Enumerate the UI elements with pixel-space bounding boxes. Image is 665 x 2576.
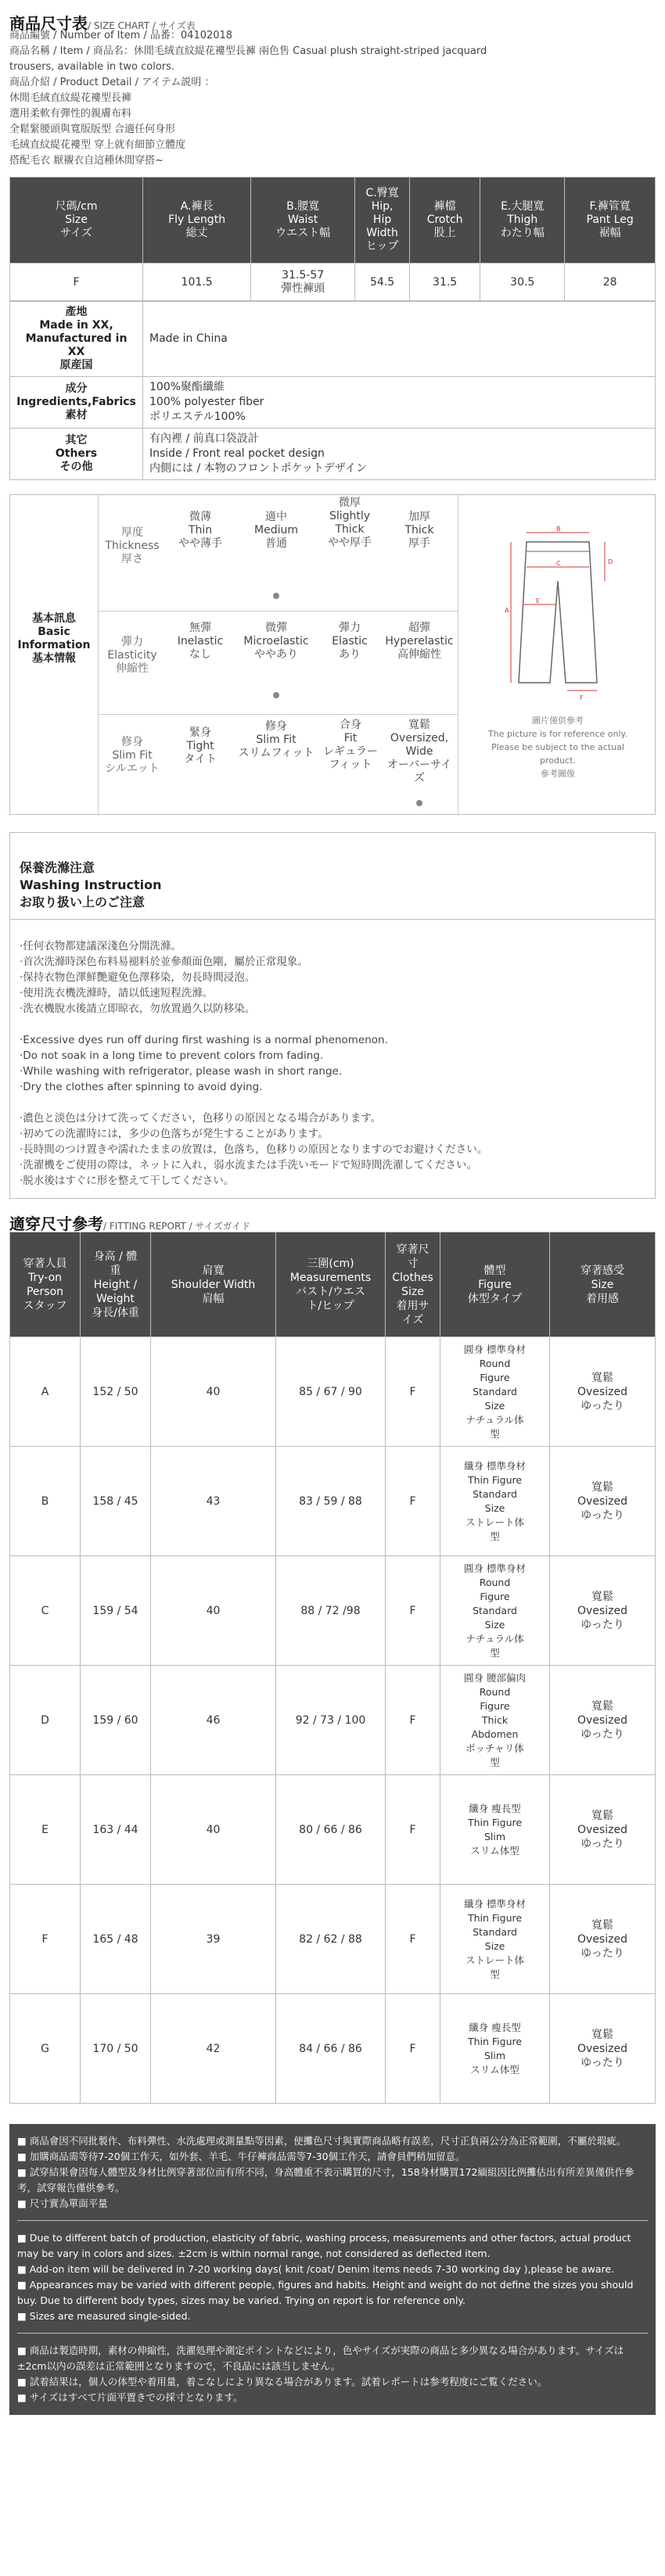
fit-cell: 80 / 66 / 86 bbox=[276, 1775, 386, 1885]
fit-header-shoulder: 肩寬 Shoulder Width 肩幅 bbox=[151, 1232, 276, 1337]
product-info-line: trousers, available in two colors. bbox=[9, 61, 175, 73]
washing-line: ‧任何衣物都建議深淺色分開洗滌。 bbox=[20, 940, 182, 953]
washing-line: ‧Dry the clothes after spinning to avoid dying. bbox=[20, 1081, 263, 1093]
fitting-title: 適穿尺寸參考 bbox=[9, 1214, 103, 1233]
note-line: ■ Appearances may be varied with different people, figures and habits. Height and weight do not define the sizes you should buy. Due to different body types, sizes may be varied. Trying on report is for reference only. bbox=[17, 2279, 634, 2306]
svg-text:D: D bbox=[608, 558, 613, 565]
basic-info-panel bbox=[9, 494, 656, 815]
svg-text:A: A bbox=[505, 607, 509, 614]
size-cell: 31.5-57 彈性褲頭 bbox=[251, 264, 355, 301]
svg-text:C: C bbox=[556, 560, 561, 567]
fit-cell: F bbox=[10, 1885, 81, 1994]
product-info-line: 搭配毛衣 厭襯衣自這種休閒穿搭~ bbox=[9, 155, 164, 167]
svg-text:B: B bbox=[556, 526, 561, 533]
fit-cell: 88 / 72 /98 bbox=[276, 1556, 386, 1666]
fit-cell: 92 / 73 / 100 bbox=[276, 1666, 386, 1775]
fit-label: 修身 Slim Fit シルエット bbox=[105, 736, 160, 775]
fit-header-height: 身高 / 體 重 Height / Weight 身長/体重 bbox=[81, 1232, 151, 1337]
fit-cell: 85 / 67 / 90 bbox=[276, 1337, 386, 1447]
washing-line: ‧洗濯機をご使用の際は，ネットに入れ，弱水流または手洗いモードで短時間洗濯してください。 bbox=[20, 1159, 478, 1171]
thickness-option: 微厚 Slightly Thick やや厚手 bbox=[328, 497, 372, 549]
size-header-thigh: E.大腿寬 Thigh わたり幅 bbox=[480, 178, 565, 264]
washing-line: ‧Excessive dyes run off during first washing is a normal phenomenon. bbox=[20, 1034, 388, 1046]
origin-value: Made in China bbox=[143, 302, 656, 377]
product-info-line: 全鬆緊腰頭與寬版版型 合適任何身形 bbox=[9, 124, 176, 135]
washing-line: ‧長時間のつけ置きや濡れたままの放置は，色落ち，色移りの原因となりますのでお避けください。 bbox=[20, 1143, 488, 1156]
fit-cell: G bbox=[10, 1994, 81, 2104]
thickness-option: 加厚 Thick 厚手 bbox=[404, 511, 434, 550]
note-line: ■ サイズはすべて片面平置きでの採寸となります。 bbox=[17, 2391, 243, 2403]
fit-cell: 165 / 48 bbox=[81, 1885, 151, 1994]
fit-cell: 寬鬆 Ovesized ゆったり bbox=[550, 1447, 656, 1556]
trouser-diagram-icon bbox=[480, 526, 636, 706]
fit-cell: 纖身 標準身材 Thin Figure Standard Size ストレート体 型 bbox=[440, 1447, 550, 1556]
note-line: ■ Due to different batch of production, elasticity of fabric, washing process, measurements and other factors, actual product may be vary in colors and sizes. ±2cm is within normal range, not considered as deflected item. bbox=[17, 2232, 631, 2259]
fabric-value: 100%聚酯纖維 100% polyester fiber ポリエステル100% bbox=[143, 377, 656, 429]
product-info-line: 毛絨直紋緹花褸型 穿上就有細節立體度 bbox=[9, 139, 186, 151]
elasticity-option: 彈力 Elastic あり bbox=[332, 622, 368, 661]
fit-cell: 寬鬆 Ovesized ゆったり bbox=[550, 1337, 656, 1447]
washing-title: 保養洗滌注意 Washing Instruction お取り扱い上のご注意 bbox=[10, 833, 655, 920]
fit-cell: 43 bbox=[151, 1447, 276, 1556]
fit-header-person: 穿著人員 Try-on Person スタッフ bbox=[10, 1232, 81, 1337]
fit-cell: 40 bbox=[151, 1775, 276, 1885]
product-info-line: 商品編號 / Number of Item / 品番：04102018 bbox=[9, 30, 233, 41]
table-row bbox=[10, 264, 656, 301]
note-line: ■ 尺寸實為單面平量 bbox=[17, 2197, 108, 2209]
svg-text:E: E bbox=[536, 597, 541, 605]
thickness-selected-dot bbox=[273, 593, 279, 599]
fit-option: 合身 Fit レギュラーフィット bbox=[323, 719, 378, 771]
fit-cell: 84 / 66 / 86 bbox=[276, 1994, 386, 2104]
washing-body bbox=[10, 920, 655, 1198]
elasticity-label: 彈力 Elasticity 伸縮性 bbox=[107, 636, 157, 675]
elasticity-selected-dot bbox=[273, 692, 279, 698]
fit-cell: 纖身 瘦長型 Thin Figure Slim スリム体型 bbox=[440, 1775, 550, 1885]
elasticity-option: 超彈 Hyperelastic 高伸縮性 bbox=[385, 622, 454, 661]
fit-cell: 纖身 標準身材 Thin Figure Standard Size ストレート体 型 bbox=[440, 1885, 550, 1994]
fit-cell: 159 / 54 bbox=[81, 1556, 151, 1666]
note-line: ■ 商品は製造時期，素材の伸縮性，洗濯処理や測定ポイントなどにより，色やサイズが実際の商品と多少異なる場合があります。サイズは±2cm以内の誤差は正常範囲となりますので，不良品には該当しません。 bbox=[17, 2345, 624, 2372]
fit-cell: 46 bbox=[151, 1666, 276, 1775]
fit-header-feel: 穿著感受 Size 着用感 bbox=[550, 1232, 656, 1337]
size-cell: 54.5 bbox=[355, 264, 410, 301]
washing-line: ‧使用洗衣機洗滌時，請以低速短程洗滌。 bbox=[20, 987, 214, 999]
fit-cell: 40 bbox=[151, 1556, 276, 1666]
thickness-option: 微薄 Thin やや薄手 bbox=[178, 511, 222, 550]
fit-cell: 170 / 50 bbox=[81, 1994, 151, 2104]
washing-line: ‧Do not soak in a long time to prevent colors from fading. bbox=[20, 1049, 324, 1062]
size-chart-subtitle: / SIZE CHART / サイズ表 bbox=[88, 20, 196, 31]
fit-cell: A bbox=[10, 1337, 81, 1447]
note-line: ■ 加購商品需等待7-20個工作天，如外套、羊毛、牛仔褲商品需等7-30個工作天，請會員們稍加留意。 bbox=[17, 2151, 466, 2162]
size-chart-title: 商品尺寸表 bbox=[9, 14, 88, 33]
svg-text:F: F bbox=[580, 694, 584, 701]
fit-cell: 40 bbox=[151, 1337, 276, 1447]
washing-line: ‧洗衣機脫水後請立即晾衣，勿放置過久以防移染。 bbox=[20, 1003, 256, 1015]
fit-cell: B bbox=[10, 1447, 81, 1556]
size-header-hip: C.臀寬 Hip, Hip Width ヒップ bbox=[355, 178, 410, 264]
thickness-label: 厚度 Thickness 厚さ bbox=[105, 526, 160, 565]
fit-cell: 圓身 標準身材 Round Figure Standard Size ナチュラル体 型 bbox=[440, 1556, 550, 1666]
washing-line: ‧濃色と淡色は分けて洗ってください，色移りの原因となる場合があります。 bbox=[20, 1112, 382, 1125]
size-chart-header bbox=[9, 0, 656, 33]
fit-cell: 83 / 59 / 88 bbox=[276, 1447, 386, 1556]
fit-cell: E bbox=[10, 1775, 81, 1885]
origin-label: 產地 Made in XX, Manufactured in XX 原産国 bbox=[10, 302, 143, 377]
product-info-line: 商品介紹 / Product Detail / アイテム説明 ： bbox=[9, 77, 215, 88]
size-table bbox=[9, 177, 656, 301]
fabric-label: 成分 Ingredients,Fabrics 素材 bbox=[10, 377, 143, 429]
size-cell: 31.5 bbox=[410, 264, 480, 301]
fit-cell: F bbox=[386, 1994, 440, 2104]
fit-header-figure: 體型 Figure 体型タイプ bbox=[440, 1232, 550, 1337]
fit-option: 修身 Slim Fit スリムフィット bbox=[238, 720, 315, 759]
fit-cell: 158 / 45 bbox=[81, 1447, 151, 1556]
fitting-table bbox=[9, 1232, 656, 2104]
fit-cell: 寬鬆 Ovesized ゆったり bbox=[550, 1994, 656, 2104]
size-header-length: A.褲長 Fly Length 総丈 bbox=[143, 178, 251, 264]
table-row bbox=[10, 1775, 656, 1885]
fit-cell: F bbox=[386, 1556, 440, 1666]
washing-line: ‧保持衣物色澤鮮艷避免色澤移染，勿長時間浸泡。 bbox=[20, 971, 256, 984]
fit-cell: 寬鬆 Ovesized ゆったり bbox=[550, 1556, 656, 1666]
elasticity-option: 無彈 Inelastic なし bbox=[177, 622, 224, 661]
fit-cell: F bbox=[386, 1885, 440, 1994]
size-header-leg: F.褲管寬 Pant Leg 裾幅 bbox=[565, 178, 656, 264]
product-info bbox=[9, 28, 656, 169]
notes-panel bbox=[9, 2124, 656, 2415]
table-row bbox=[10, 1994, 656, 2104]
size-cell: F bbox=[10, 264, 143, 301]
washing-line: ‧While washing with refrigerator, please wash in short range. bbox=[20, 1065, 343, 1078]
fit-cell: 82 / 62 / 88 bbox=[276, 1885, 386, 1994]
fit-cell: 39 bbox=[151, 1885, 276, 1994]
fit-cell: 圓身 標準身材 Round Figure Standard Size ナチュラル体 型 bbox=[440, 1337, 550, 1447]
table-row bbox=[10, 1885, 656, 1994]
fit-header-measurements: 三圍(cm) Measurements バスト/ウエス ト/ヒップ bbox=[276, 1232, 386, 1337]
size-header-crotch: 褲檔 Crotch 股上 bbox=[410, 178, 480, 264]
fit-cell: F bbox=[386, 1447, 440, 1556]
fit-cell: 寬鬆 Ovesized ゆったり bbox=[550, 1775, 656, 1885]
fit-cell: F bbox=[386, 1337, 440, 1447]
fit-cell: 纖身 瘦長型 Thin Figure Slim スリム体型 bbox=[440, 1994, 550, 2104]
fit-option: 寬鬆 Oversized, Wide オーバーサイズ bbox=[386, 719, 452, 784]
table-row bbox=[10, 377, 656, 429]
size-header-waist: B.腰寬 Waist ウエスト幅 bbox=[251, 178, 355, 264]
note-line: ■ 商品會因不同批製作、布料彈性、水洗處理或測量點等因素，使攤色尺寸與實際商品略有誤差，尺寸正負兩公分為正常範圍，不屬於瑕疵。 bbox=[17, 2135, 627, 2147]
fitting-subtitle: / FITTING REPORT / サイズガイド bbox=[103, 1221, 251, 1232]
fit-cell: 42 bbox=[151, 1994, 276, 2104]
washing-line: ‧初めての洗濯時には，多少の色落ちが発生することがあります。 bbox=[20, 1128, 329, 1140]
fit-cell: 163 / 44 bbox=[81, 1775, 151, 1885]
note-line: ■ 試着結果は，個人の体型や着用量，着こなしにより異なる場合があります。試着レポートは参考程度にご覧ください。 bbox=[17, 2376, 548, 2388]
fit-header-clothes-size: 穿著尺 寸 Clothes Size 着用サ イズ bbox=[386, 1232, 440, 1337]
size-cell: 30.5 bbox=[480, 264, 565, 301]
size-cell: 101.5 bbox=[143, 264, 251, 301]
washing-line: ‧首次洗滌時深色布料易褪料於並參顏面色剛，屬於正常現象。 bbox=[20, 956, 308, 968]
fit-selected-dot bbox=[416, 800, 422, 806]
table-row bbox=[10, 1666, 656, 1775]
table-row bbox=[10, 429, 656, 480]
product-info-line: 選用柔軟有彈性的親膚布料 bbox=[9, 108, 132, 120]
table-row bbox=[10, 1447, 656, 1556]
diagram-caption: 圖片僅供參考 The picture is for reference only. Please be subject to the actual product. 參考圖像 bbox=[488, 716, 627, 779]
product-info-line: 商品名稱 / Item / 商品名：休閒毛絨直紋緹花褸型長褲 兩色售 Casual plush straight-striped jacquard bbox=[9, 45, 487, 57]
washing-line: ‧脱水後はすぐに形を整えて干してください。 bbox=[20, 1175, 235, 1187]
fit-cell: C bbox=[10, 1556, 81, 1666]
product-info-line: 休閒毛絨直紋緹花褸型長褲 bbox=[9, 92, 132, 104]
fit-cell: 152 / 50 bbox=[81, 1337, 151, 1447]
elasticity-option: 微彈 Microelastic ややあり bbox=[243, 622, 309, 661]
fit-cell: 159 / 60 bbox=[81, 1666, 151, 1775]
others-value: 有內裡 / 前真口袋設計 Inside / Front real pocket design 内側には / 本物のフロントポケットデザイン bbox=[143, 429, 656, 480]
size-cell: 28 bbox=[565, 264, 656, 301]
others-label: 其它 Others その他 bbox=[10, 429, 143, 480]
material-table bbox=[9, 301, 656, 480]
fit-cell: 圓身 腰部偏肉 Round Figure Thick Abdomen ポッチャリ体 型 bbox=[440, 1666, 550, 1775]
fit-cell: 寬鬆 Ovesized ゆったり bbox=[550, 1885, 656, 1994]
washing-instruction bbox=[9, 832, 656, 1199]
note-line: ■ Sizes are measured single-sided. bbox=[17, 2310, 191, 2322]
note-line: ■ 試穿結果會因每人體型及身材比例穿著部位而有所不同，身高體重不表示購買的尺寸，158身材購買172緬組因比例攤估出有所差異僅供作參考，試穿報告僅供參考。 bbox=[17, 2166, 634, 2194]
fit-cell: F bbox=[386, 1666, 440, 1775]
note-line: ■ Add-on item will be delivered in 7-20 working days( knit /coat/ Denim items needs 7-30 working day ),please be aware. bbox=[17, 2263, 615, 2275]
table-row bbox=[10, 1556, 656, 1666]
size-header-size: 尺碼/cm Size サイズ bbox=[10, 178, 143, 264]
fit-cell: D bbox=[10, 1666, 81, 1775]
fit-cell: 寬鬆 Ovesized ゆったり bbox=[550, 1666, 656, 1775]
fit-option: 緊身 Tight タイト bbox=[184, 727, 217, 766]
table-row bbox=[10, 1337, 656, 1447]
basic-info-label: 基本訊息 Basic Information 基本情報 bbox=[17, 612, 91, 665]
table-row bbox=[10, 302, 656, 377]
fitting-header bbox=[9, 1199, 656, 1232]
thickness-option: 適中 Medium 普通 bbox=[254, 511, 298, 550]
fit-cell: F bbox=[386, 1775, 440, 1885]
